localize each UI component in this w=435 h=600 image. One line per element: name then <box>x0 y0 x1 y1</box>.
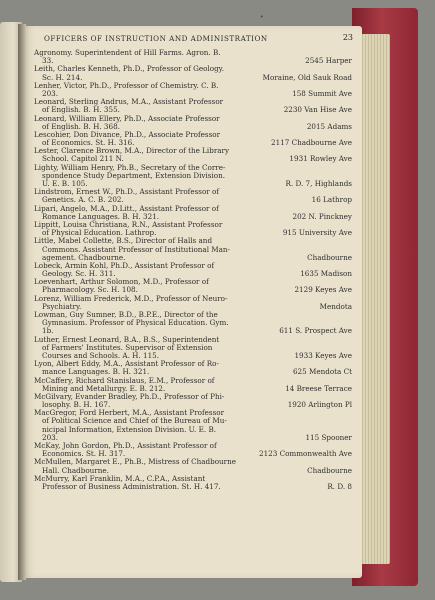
entry-text: Luther, Ernest Leonard, B.A., B.S., Superintendent <box>34 334 220 344</box>
entry-text: Sc. H. 214. <box>42 72 83 82</box>
entry-text: of English. B. H. 368. <box>42 121 120 131</box>
entry-text: Lester, Clarence Brown, M.A., Director of the Library <box>34 146 230 156</box>
entry-text: McMurry, Karl Franklin, M.A., C.P.A., Assistant <box>34 473 206 483</box>
entry-text: Lighty, William Henry, Ph.B., Secretary of the Corre- <box>34 162 226 172</box>
entry-text: Lobeck, Armin Kohl, Ph.D., Assistant Professor of <box>34 260 215 270</box>
entry-address: R. D. 7, Highlands <box>285 179 352 188</box>
entry-text: School. Capitol 211 N. <box>42 154 124 164</box>
entry-text: McCaffery, Richard Stanislaus, E.M., Professor of <box>34 375 215 385</box>
entry-address: Moraine, Old Sauk Road <box>262 72 352 82</box>
directory-entry <box>34 295 352 311</box>
entry-text: U. E. B. 105. <box>42 179 88 188</box>
entry-text: McKay, John Gordon, Ph.D., Assistant Professor of <box>34 441 217 450</box>
binding-gutter <box>18 24 26 580</box>
entry-text: 33. <box>42 56 54 66</box>
entry-text: Courses and Schools. A. H. 115. <box>42 350 159 360</box>
entry-text: Gymnasium. Professor of Physical Education. Gym. <box>42 318 229 328</box>
entry-text: losophy. B. H. 167. <box>42 400 111 410</box>
entry-text: Loevenhart, Arthur Solomon, M.D., Professor of <box>34 277 209 287</box>
directory-entry <box>34 278 352 294</box>
entry-address: 115 Spooner <box>305 432 352 442</box>
entry-text: Romance Languages. B. H. 321. <box>42 211 160 221</box>
entry-text: of Physical Education. Lathrop. <box>42 228 157 238</box>
entry-text: Leith, Charles Kenneth, Ph.D., Professor of Geology. <box>34 64 225 74</box>
directory-entry <box>34 221 352 237</box>
entry-line <box>34 295 352 303</box>
entry-text: Lyon, Albert Eddy, M.A., Assistant Professor of Ro- <box>34 359 219 369</box>
directory-entry <box>34 205 352 221</box>
directory-entry <box>34 336 352 361</box>
entry-address: 1920 Arlington Pl <box>287 400 352 410</box>
entry-text: Pharmacology. Sc. H. 108. <box>42 285 138 295</box>
directory-entry <box>34 164 352 189</box>
directory-entry <box>34 360 352 376</box>
directory-entry <box>34 131 352 147</box>
entry-address: 158 Summit Ave <box>292 88 352 98</box>
entry-text: of Farmers' Institutes. Supervisor of Extension <box>42 342 213 352</box>
entry-line <box>34 483 352 491</box>
entry-text: Geology. Sc. H. 311. <box>42 269 116 279</box>
entry-text: McMullen, Margaret E., Ph.B., Mistress of Chadbourne <box>34 457 236 467</box>
entry-text: of Economics. St. H. 316. <box>42 138 135 148</box>
entry-address: 611 S. Prospect Ave <box>279 326 352 336</box>
entry-address: R. D. 8 <box>327 481 352 491</box>
entry-text: 1b. <box>42 326 54 336</box>
entry-address: Chadbourne <box>307 252 352 262</box>
entry-text: Agronomy. Superintendent of Hill Farms. Agron. B. <box>34 48 221 57</box>
entry-text: 203. <box>42 88 59 98</box>
entry-address: 16 Lathrop <box>311 195 352 205</box>
entry-text: Leonard, William Ellery, Ph.D., Associate Professor <box>34 113 220 123</box>
entry-text: Lippitt, Louisa Christiana, R.N., Assistant Professor <box>34 219 223 229</box>
directory-entry <box>34 65 352 81</box>
entry-text: Lorenz, William Frederick, M.D., Professor of Neuro- <box>34 293 228 303</box>
directory-entry <box>34 393 352 409</box>
entry-text: Professor of Business Administration. St. H. 417. <box>42 481 221 491</box>
directory-entry <box>34 377 352 393</box>
entry-address: 2129 Keyes Ave <box>294 285 352 295</box>
directory-entry <box>34 98 352 114</box>
entry-address: 915 University Ave <box>282 228 352 238</box>
ink-mark: • <box>260 14 264 21</box>
entry-text: MacGregor, Ford Herbert, M.A., Assistant Professor <box>34 408 225 418</box>
header-title: OFFICERS OF INSTRUCTION AND ADMINISTRATION <box>44 34 268 43</box>
directory-entry <box>34 262 352 278</box>
directory-entry <box>34 311 352 336</box>
entry-text: mance Languages. B. H. 321. <box>42 367 150 377</box>
directory-entry <box>34 409 352 442</box>
entry-text: Mining and Metallurgy. E. B. 212. <box>42 383 166 393</box>
entry-text: of English. B. H. 355. <box>42 105 120 115</box>
directory-entry <box>34 458 352 474</box>
directory-entry <box>34 147 352 163</box>
directory-entry <box>34 188 352 204</box>
entry-address: 1931 Rowley Ave <box>289 154 352 164</box>
entry-address: 1933 Keyes Ave <box>294 350 352 360</box>
entry-text: nicipal Information, Extension Division. U. E. B. <box>42 424 217 434</box>
directory-entry <box>34 82 352 98</box>
entry-address: 2015 Adams <box>306 121 352 131</box>
directory-entry <box>34 475 352 491</box>
entry-text: Little, Mabel Collette, B.S., Director of Halls and <box>34 236 213 246</box>
entry-text: Lindstrom, Ernest W., Ph.D., Assistant Professor of <box>34 187 220 197</box>
entry-address: Mendota <box>319 301 352 311</box>
entry-text: Psychiatry. <box>42 301 82 311</box>
entry-text: Genetics. A. C. B. 202. <box>42 195 124 205</box>
entry-text: spondence Study Department, Extension Division. <box>42 170 226 180</box>
page-number: 23 <box>342 33 353 42</box>
entry-text: Lipari, Angelo, M.A., D.Litt., Assistant Professor of <box>34 203 219 213</box>
entry-address: 625 Mendota Ct <box>292 367 352 377</box>
entry-address: 2545 Harper <box>305 56 352 66</box>
entry-line <box>34 426 352 434</box>
entry-address: 2230 Van Hise Ave <box>283 105 352 115</box>
entry-address: 2123 Commonwealth Ave <box>259 449 352 459</box>
entry-address: 14 Breese Terrace <box>285 383 352 393</box>
entry-text: Lenher, Victor, Ph.D., Professor of Chemistry. C. B. <box>34 80 219 90</box>
entry-text: Hall. Chadbourne. <box>42 465 109 475</box>
directory-entry <box>34 49 352 65</box>
entry-address: Chadbourne <box>307 465 352 475</box>
entry-text: Economics. St. H. 317. <box>42 449 126 459</box>
directory-entry <box>34 115 352 131</box>
entry-address: 1635 Madison <box>300 269 352 279</box>
directory-entry <box>34 237 352 262</box>
entry-text: Commons. Assistant Professor of Institutional Man- <box>42 244 230 254</box>
entry-address: 202 N. Pinckney <box>292 211 352 221</box>
entry-text: 203. <box>42 432 59 442</box>
entry-text: of Political Science and Chief of the Bureau of Mu- <box>42 416 227 426</box>
entry-text: Lescohier, Don Divance, Ph.D., Associate Professor <box>34 129 221 139</box>
entry-text: agement. Chadbourne. <box>42 252 126 262</box>
directory-entry <box>34 442 352 458</box>
entry-text: Lowman, Guy Sumner, B.D., B.P.E., Director of the <box>34 310 218 319</box>
page-edges <box>360 34 390 564</box>
entry-text: McGilvary, Evander Bradley, Ph.D., Professor of Phi- <box>34 391 225 401</box>
entry-address: 2117 Chadbourne Ave <box>271 138 352 148</box>
directory-entries <box>34 49 352 491</box>
entry-text: Leonard, Sterling Andrus, M.A., Assistant Professor <box>34 97 224 107</box>
